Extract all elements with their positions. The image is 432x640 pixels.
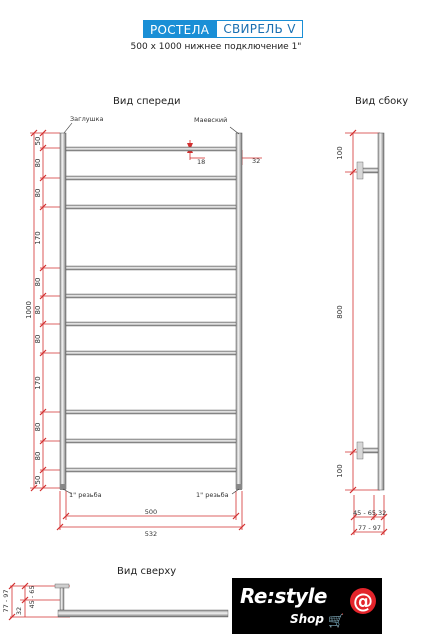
top-dim-b-label: 32 xyxy=(15,606,23,616)
top-view xyxy=(2,583,228,620)
seg-label: 170 xyxy=(34,376,42,390)
rung xyxy=(66,351,236,355)
right-upright xyxy=(236,133,242,489)
product-subtitle: 500 x 1000 нижнее подключение 1" xyxy=(130,42,302,52)
bottom-bracket xyxy=(362,448,378,453)
side-depth-range-label: 45 - 65 xyxy=(353,509,377,517)
top-view-bracket xyxy=(60,588,64,610)
seg-label: 80 xyxy=(34,451,42,461)
width-outer-label: 532 xyxy=(144,530,158,538)
rung xyxy=(66,439,236,443)
rung xyxy=(66,147,236,151)
top-view-rail xyxy=(58,610,228,617)
top-dim-c-label: 45 - 65 xyxy=(28,585,36,609)
seg-label: 80 xyxy=(34,334,42,344)
top-dim-a-label: 77 - 97 xyxy=(2,589,10,613)
seg-label: 170 xyxy=(34,231,42,245)
front-view-title: Вид спереди xyxy=(113,96,181,107)
thread-label-right: 1" резьба xyxy=(196,491,229,499)
rung xyxy=(66,294,236,298)
dim-18-label: 18 xyxy=(197,158,206,166)
rung xyxy=(66,176,236,180)
thread-label-left: 1" резьба xyxy=(69,491,102,499)
rung xyxy=(66,468,236,472)
seg-label: 80 xyxy=(34,277,42,287)
rungs xyxy=(66,147,236,472)
logo-sub-text: Shop xyxy=(290,612,325,626)
cart-icon: 🛒 xyxy=(328,614,345,629)
side-depth-tube-label: 32 xyxy=(378,509,387,517)
side-upright xyxy=(378,133,384,490)
total-height-label: 1000 xyxy=(25,301,33,319)
at-badge-icon: @ xyxy=(350,588,376,614)
side-view-title: Вид сбоку xyxy=(355,96,409,107)
top-view-mount xyxy=(55,584,69,588)
seg-label: 80 xyxy=(34,422,42,432)
rung xyxy=(66,205,236,209)
width-inner-label: 500 xyxy=(144,508,158,516)
seg-label: 50 xyxy=(34,475,42,485)
rung xyxy=(66,266,236,270)
left-upright xyxy=(60,133,66,489)
valve-label: Маевский xyxy=(194,116,228,124)
top-bracket xyxy=(362,168,378,173)
side-middle-label: 800 xyxy=(336,305,344,319)
top-view-title: Вид сверху xyxy=(117,566,177,577)
seg-label: 50 xyxy=(34,136,42,146)
side-top-offset-label: 100 xyxy=(336,146,344,160)
model-label: СВИРЕЛЬ V xyxy=(216,20,302,38)
restyle-shop-logo xyxy=(232,578,382,634)
logo-main-text: Re:style xyxy=(240,584,327,608)
top-wall-mount xyxy=(357,162,363,179)
rung xyxy=(66,322,236,326)
brand-label: РОСТЕЛА xyxy=(143,20,216,38)
rung xyxy=(66,410,236,414)
side-view xyxy=(336,130,387,535)
bottom-wall-mount xyxy=(357,442,363,459)
seg-label: 80 xyxy=(34,305,42,315)
front-view xyxy=(25,115,262,538)
front-segment-labels xyxy=(25,137,42,485)
seg-label: 80 xyxy=(34,158,42,168)
side-depth-total-label: 77 - 97 xyxy=(358,524,382,532)
seg-label: 80 xyxy=(34,188,42,198)
side-bottom-offset-label: 100 xyxy=(336,464,344,478)
dim-32-label: 32 xyxy=(252,157,261,165)
plug-label: Заглушка xyxy=(70,115,104,123)
